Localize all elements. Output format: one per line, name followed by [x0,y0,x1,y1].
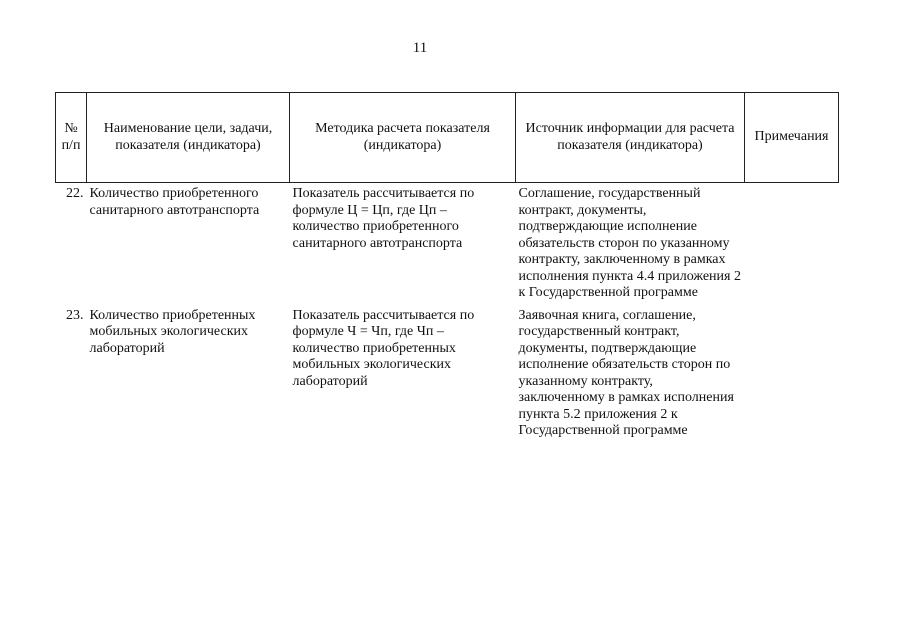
table-row [56,308,839,446]
row-num: 23. [66,307,84,323]
table-row [56,183,839,308]
row-source: Заявочная книга, соглашение, государственный контракт, документы, подтверждающие исполнение обязательств сторон по указанному контракту, заключенному в рамках исполнения пункта 5.2 приложения 2 к Государственной программе [518,307,734,438]
row-method: Показатель рассчитывается по формуле Ч = Чп, где Чп – количество приобретенных мобильных экологических лабораторий [292,307,475,389]
row-source: Соглашение, государственный контракт, документы, подтверждающие исполнение обязательств сторон по указанному контракту, заключенному в рамках исполнения пункта 4.4 приложения 2 к Государственной программе [518,186,741,300]
header-source: Источник информации для расчета показателя (индикатора) [516,93,745,183]
header-name: Наименование цели, задачи, показателя (индикатора) [87,93,290,183]
row-notes [745,308,839,446]
page-number: 11 [412,40,428,56]
header-row [56,93,839,183]
header-method: Методика расчета показателя (индикатора) [290,93,516,183]
header-num: № п/п [56,93,87,183]
row-notes [745,183,839,308]
indicators-table [55,92,839,446]
table-body [56,183,839,446]
row-num: 22. [66,186,84,201]
header-notes: Примечания [745,93,839,183]
row-method: Показатель рассчитывается по формуле Ц = Цп, где Цп – количество приобретенного санитарного автотранспорта [292,186,475,251]
table-header [56,93,839,183]
row-name: Количество приобретенного санитарного автотранспорта [89,186,260,218]
row-name: Количество приобретенных мобильных экологических лабораторий [89,307,256,356]
